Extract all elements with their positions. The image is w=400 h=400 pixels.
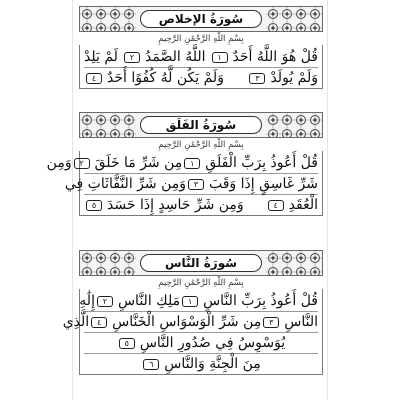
verse-text: الَّذِي: [62, 314, 90, 330]
ornament-icon: [266, 7, 322, 32]
ayah-number-marker: ٦: [143, 359, 159, 370]
verse-segment: [95, 293, 180, 309]
verse-line: [84, 68, 318, 88]
verse-segment: [84, 49, 118, 65]
verse-text: وَمِن شَرِّ النَّفَّاثَاتِ فِي: [64, 176, 186, 192]
verse-text: قُلْ أَعُوذُ بِرَبِّ النَّاسِ: [203, 293, 318, 309]
ayah-number-marker: ٢: [97, 296, 113, 307]
verse-segment: [84, 70, 224, 86]
verse-segment: [141, 356, 260, 372]
verse-text: يُوَسْوِسُ فِي صُدُورِ النَّاسِ: [139, 335, 286, 351]
ayah-number-marker: ٤: [86, 73, 102, 84]
verse-segment: [72, 155, 183, 171]
verse-segment: [65, 176, 186, 192]
verse-text: قُلْ أَعُوذُ بِرَبِّ الْفَلَقِ: [205, 155, 318, 171]
surah-header: [79, 112, 323, 138]
verse-block: [62, 289, 323, 375]
basmala: بِسْمِ اللَّهِ الرَّحْمَٰنِ الرَّحِيمِ: [158, 34, 244, 44]
ayah-number-marker: ٥: [119, 338, 135, 349]
surah-title: سُورَةُ الإخلاص: [158, 12, 244, 26]
surah-title: سُورَةُ الفَلَق: [165, 118, 237, 132]
surah-section: [62, 250, 323, 375]
ayah-number-marker: ٤: [268, 200, 284, 211]
ayah-number-marker: ٣: [263, 317, 279, 328]
verse-segment: [247, 70, 318, 86]
ornament-icon: [266, 251, 322, 276]
verse-block: [79, 45, 323, 89]
title-cartouche: [140, 10, 262, 28]
surah-header: [79, 6, 323, 32]
title-cartouche: [140, 116, 262, 134]
verse-segment: [261, 314, 318, 330]
verse-line: [64, 174, 318, 195]
ayah-number-marker: ٢: [124, 52, 140, 63]
title-cartouche: [140, 254, 262, 272]
verse-text: قُلْ هُوَ اللَّهُ أَحَدٌ: [232, 49, 318, 65]
verse-text: وَلَمْ يَكُن لَّهُ كُفُوًا أَحَدٌ: [107, 70, 224, 86]
ayah-number-marker: ١: [212, 52, 228, 63]
verse-line: [84, 354, 318, 374]
verse-text: مَلِكِ النَّاسِ: [117, 293, 181, 309]
verse-block: [46, 151, 323, 216]
surah-title: سُورَةُ النَّاس: [164, 256, 238, 270]
ornament-icon: [266, 113, 322, 138]
verse-text: النَّاسِ: [284, 314, 318, 330]
verse-segment: [180, 293, 318, 309]
verse-text: وَمِن: [46, 155, 72, 171]
ayah-number-marker: ٥: [86, 200, 102, 211]
verse-text: شَرِّ غَاسِقٍ إِذَا وَقَبَ: [208, 176, 318, 192]
verse-text: وَلَمْ يُولَدْ: [270, 70, 318, 86]
verse-text: مِن شَرِّ مَا خَلَقَ: [94, 155, 183, 171]
basmala: بِسْمِ اللَّهِ الرَّحْمَٰنِ الرَّحِيمِ: [158, 278, 244, 288]
ornament-icon: [80, 251, 136, 276]
verse-segment: [122, 49, 205, 65]
surah-header: [79, 250, 323, 276]
ayah-number-marker: ٣: [188, 179, 204, 190]
verse-text: وَمِن شَرِّ حَاسِدٍ إِذَا حَسَدَ: [107, 197, 244, 213]
surah-section: [46, 112, 323, 216]
ayah-number-marker: ٣: [249, 73, 265, 84]
ayah-number-marker: ١: [182, 296, 198, 307]
verse-text: إِلَٰهِ: [79, 293, 95, 309]
verse-segment: [47, 155, 72, 171]
ayah-number-marker: ١: [184, 158, 200, 169]
verse-line: [79, 291, 318, 312]
verse-segment: [182, 155, 318, 171]
verse-text: لَمْ يَلِدْ: [84, 49, 118, 65]
surah-section: [79, 6, 323, 89]
verse-segment: [186, 176, 318, 192]
verse-line: [84, 47, 318, 68]
verse-segment: [117, 335, 285, 351]
verse-segment: [89, 314, 261, 330]
verse-line: [46, 153, 318, 174]
verse-text: مِن شَرِّ الْوَسْوَاسِ الْخَنَّاسِ: [112, 314, 262, 330]
verse-segment: [266, 197, 318, 213]
verse-segment: [210, 49, 318, 65]
verse-text: مِنَ الْجِنَّةِ وَالنَّاسِ: [164, 356, 261, 372]
ornament-icon: [80, 7, 136, 32]
ayah-number-marker: ٢: [74, 158, 90, 169]
verse-segment: [79, 293, 95, 309]
verse-line: [62, 312, 318, 333]
quran-page: [46, 0, 328, 400]
verse-segment: [84, 197, 244, 213]
basmala: بِسْمِ اللَّهِ الرَّحْمَٰنِ الرَّحِيمِ: [158, 140, 244, 150]
verse-text: الْعُقَدِ: [288, 197, 318, 213]
ornament-icon: [80, 113, 136, 138]
verse-segment: [63, 314, 89, 330]
verse-line: [84, 333, 318, 354]
verse-text: اللَّهُ الصَّمَدُ: [145, 49, 206, 65]
ayah-number-marker: ٤: [91, 317, 107, 328]
verse-line: [84, 195, 318, 215]
